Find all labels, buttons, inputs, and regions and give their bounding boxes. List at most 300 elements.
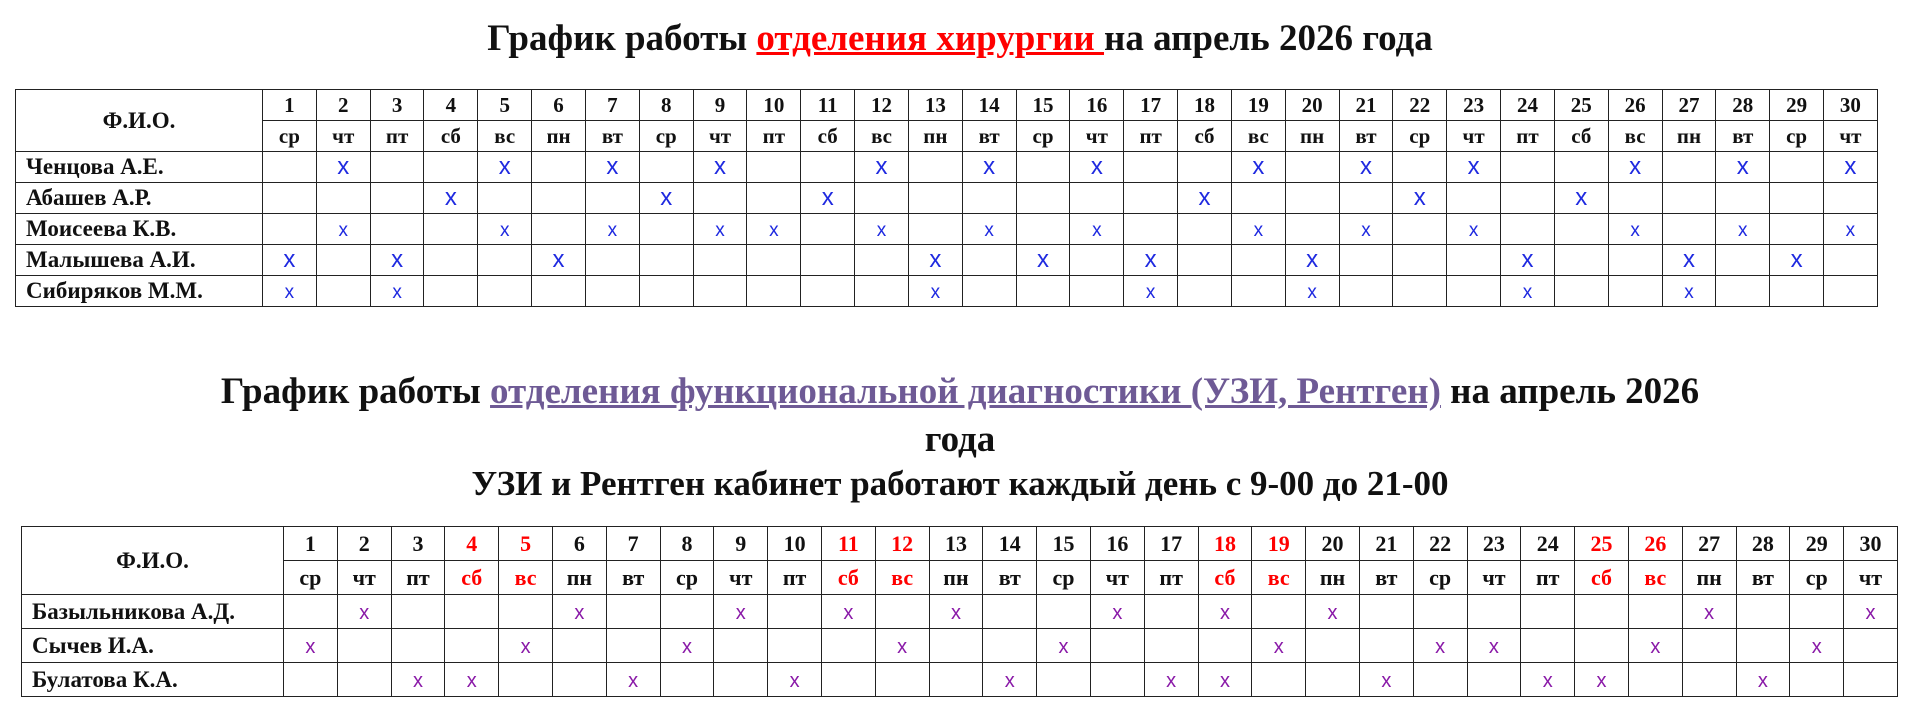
shift-mark: x bbox=[983, 153, 996, 180]
schedule-cell[interactable] bbox=[1144, 595, 1198, 629]
schedule-cell[interactable] bbox=[908, 183, 962, 214]
schedule-cell[interactable] bbox=[606, 663, 660, 697]
schedule-cell[interactable] bbox=[1178, 214, 1232, 245]
schedule-cell[interactable] bbox=[1770, 245, 1824, 276]
schedule-cell[interactable] bbox=[983, 629, 1037, 663]
schedule-cell[interactable] bbox=[1037, 629, 1091, 663]
schedule-cell[interactable] bbox=[424, 245, 478, 276]
weekday: сб bbox=[801, 121, 855, 152]
schedule-cell[interactable] bbox=[1070, 183, 1124, 214]
staff-row bbox=[22, 629, 1898, 663]
day-number: 9 bbox=[714, 527, 768, 561]
schedule-cell[interactable] bbox=[1306, 595, 1360, 629]
schedule-cell[interactable] bbox=[1393, 152, 1447, 183]
schedule-cell[interactable] bbox=[424, 152, 478, 183]
schedule-cell[interactable] bbox=[929, 629, 983, 663]
schedule-cell[interactable] bbox=[478, 245, 532, 276]
schedule-cell[interactable] bbox=[532, 152, 586, 183]
schedule-cell[interactable] bbox=[1178, 183, 1232, 214]
schedule-cell[interactable] bbox=[908, 214, 962, 245]
schedule-cell[interactable] bbox=[532, 214, 586, 245]
shift-mark: x bbox=[606, 153, 619, 180]
schedule-cell[interactable] bbox=[1824, 183, 1878, 214]
schedule-cell[interactable] bbox=[1824, 152, 1878, 183]
schedule-cell[interactable] bbox=[821, 629, 875, 663]
schedule-cell[interactable] bbox=[1285, 214, 1339, 245]
shift-mark: x bbox=[628, 669, 639, 692]
schedule-cell[interactable] bbox=[1393, 214, 1447, 245]
schedule-cell[interactable] bbox=[1393, 276, 1447, 307]
schedule-cell[interactable] bbox=[1501, 276, 1555, 307]
schedule-cell[interactable] bbox=[1124, 183, 1178, 214]
schedule-cell[interactable] bbox=[1359, 595, 1413, 629]
shift-mark: x bbox=[1252, 153, 1265, 180]
schedule-cell[interactable] bbox=[855, 183, 909, 214]
day-number: 26 bbox=[1628, 527, 1682, 561]
schedule-cell[interactable] bbox=[370, 152, 424, 183]
schedule-cell[interactable] bbox=[1178, 245, 1232, 276]
schedule-cell[interactable] bbox=[908, 276, 962, 307]
schedule-cell[interactable] bbox=[1339, 245, 1393, 276]
schedule-cell[interactable] bbox=[1393, 245, 1447, 276]
schedule-cell[interactable] bbox=[316, 245, 370, 276]
schedule-cell[interactable] bbox=[1070, 152, 1124, 183]
day-number: 13 bbox=[929, 527, 983, 561]
schedule-cell[interactable] bbox=[1521, 595, 1575, 629]
schedule-cell[interactable] bbox=[284, 595, 338, 629]
schedule-cell[interactable] bbox=[1824, 276, 1878, 307]
weekday: чт bbox=[1447, 121, 1501, 152]
schedule-cell[interactable] bbox=[316, 276, 370, 307]
schedule-cell[interactable] bbox=[983, 595, 1037, 629]
schedule-cell[interactable] bbox=[1554, 276, 1608, 307]
shift-mark: x bbox=[1575, 184, 1588, 211]
schedule-cell[interactable] bbox=[552, 663, 606, 697]
weekday: ср bbox=[639, 121, 693, 152]
diagnostics-department-link[interactable]: отделения функциональной диагностики (УЗИ, Рентген) bbox=[490, 371, 1441, 412]
schedule-cell[interactable] bbox=[1736, 629, 1790, 663]
schedule-cell[interactable] bbox=[316, 214, 370, 245]
schedule-cell[interactable] bbox=[1070, 214, 1124, 245]
shift-mark: x bbox=[283, 246, 296, 273]
schedule-cell[interactable] bbox=[316, 183, 370, 214]
schedule-cell[interactable] bbox=[693, 245, 747, 276]
schedule-cell[interactable] bbox=[801, 214, 855, 245]
schedule-cell[interactable] bbox=[1554, 245, 1608, 276]
schedule-cell[interactable] bbox=[747, 276, 801, 307]
schedule-cell[interactable] bbox=[747, 183, 801, 214]
shift-mark: x bbox=[1467, 153, 1480, 180]
schedule-cell[interactable] bbox=[1824, 214, 1878, 245]
schedule-cell[interactable] bbox=[1413, 595, 1467, 629]
schedule-cell[interactable] bbox=[1070, 245, 1124, 276]
schedule-cell[interactable] bbox=[1231, 183, 1285, 214]
day-number: 28 bbox=[1716, 90, 1770, 121]
day-number: 22 bbox=[1413, 527, 1467, 561]
schedule-cell[interactable] bbox=[1339, 183, 1393, 214]
schedule-cell[interactable] bbox=[606, 629, 660, 663]
day-number: 25 bbox=[1575, 527, 1629, 561]
schedule-cell[interactable] bbox=[1413, 663, 1467, 697]
schedule-cell[interactable] bbox=[1736, 663, 1790, 697]
schedule-cell[interactable] bbox=[499, 595, 553, 629]
schedule-cell[interactable] bbox=[875, 595, 929, 629]
shift-mark: x bbox=[875, 153, 888, 180]
schedule-cell[interactable] bbox=[639, 214, 693, 245]
schedule-cell[interactable] bbox=[1339, 214, 1393, 245]
schedule-cell[interactable] bbox=[1716, 214, 1770, 245]
schedule-cell[interactable] bbox=[693, 183, 747, 214]
weekday: вс bbox=[855, 121, 909, 152]
schedule-cell[interactable] bbox=[1501, 214, 1555, 245]
schedule-cell[interactable] bbox=[1608, 152, 1662, 183]
day-number: 23 bbox=[1447, 90, 1501, 121]
schedule-cell[interactable] bbox=[1144, 663, 1198, 697]
schedule-cell[interactable] bbox=[1231, 245, 1285, 276]
day-number: 30 bbox=[1844, 527, 1898, 561]
schedule-cell[interactable] bbox=[370, 183, 424, 214]
schedule-cell[interactable] bbox=[1716, 245, 1770, 276]
schedule-cell[interactable] bbox=[983, 663, 1037, 697]
schedule-cell[interactable] bbox=[337, 663, 391, 697]
schedule-cell[interactable] bbox=[929, 595, 983, 629]
weekday: сб bbox=[445, 561, 499, 595]
schedule-cell[interactable] bbox=[552, 595, 606, 629]
schedule-cell[interactable] bbox=[1178, 276, 1232, 307]
shift-mark: x bbox=[552, 246, 565, 273]
schedule-cell[interactable] bbox=[747, 245, 801, 276]
schedule-cell[interactable] bbox=[1285, 183, 1339, 214]
day-number: 29 bbox=[1790, 527, 1844, 561]
schedule-cell[interactable] bbox=[1662, 152, 1716, 183]
schedule-cell[interactable] bbox=[1016, 214, 1070, 245]
schedule-cell[interactable] bbox=[1662, 245, 1716, 276]
schedule-cell[interactable] bbox=[821, 595, 875, 629]
day-number: 25 bbox=[1554, 90, 1608, 121]
schedule-cell[interactable] bbox=[1124, 245, 1178, 276]
shift-mark: x bbox=[897, 635, 908, 658]
schedule-cell[interactable] bbox=[1790, 663, 1844, 697]
schedule-cell[interactable] bbox=[1628, 595, 1682, 629]
schedule-cell[interactable] bbox=[660, 663, 714, 697]
schedule-cell[interactable] bbox=[660, 629, 714, 663]
schedule-cell[interactable] bbox=[478, 214, 532, 245]
schedule-cell[interactable] bbox=[499, 663, 553, 697]
schedule-cell[interactable] bbox=[801, 276, 855, 307]
schedule-cell[interactable] bbox=[1608, 276, 1662, 307]
schedule-cell[interactable] bbox=[391, 663, 445, 697]
shift-mark: x bbox=[391, 246, 404, 273]
schedule-cell[interactable] bbox=[962, 214, 1016, 245]
weekday: сб bbox=[1554, 121, 1608, 152]
schedule-cell[interactable] bbox=[1306, 663, 1360, 697]
schedule-cell[interactable] bbox=[962, 152, 1016, 183]
schedule-cell[interactable] bbox=[1198, 629, 1252, 663]
shift-mark: x bbox=[1273, 635, 1284, 658]
schedule-cell[interactable] bbox=[532, 276, 586, 307]
schedule-cell[interactable] bbox=[875, 663, 929, 697]
schedule-cell[interactable] bbox=[1824, 245, 1878, 276]
schedule-cell[interactable] bbox=[370, 276, 424, 307]
shift-mark: x bbox=[1736, 153, 1749, 180]
schedule-cell[interactable] bbox=[747, 152, 801, 183]
schedule-cell[interactable] bbox=[855, 214, 909, 245]
schedule-cell[interactable] bbox=[1662, 214, 1716, 245]
schedule-cell[interactable] bbox=[1844, 629, 1898, 663]
schedule-cell[interactable] bbox=[552, 629, 606, 663]
schedule-cell[interactable] bbox=[1359, 629, 1413, 663]
schedule-cell[interactable] bbox=[1447, 152, 1501, 183]
schedule-cell[interactable] bbox=[1521, 663, 1575, 697]
schedule-cell[interactable] bbox=[1770, 276, 1824, 307]
schedule-cell[interactable] bbox=[284, 629, 338, 663]
schedule-cell[interactable] bbox=[908, 152, 962, 183]
schedule-cell[interactable] bbox=[478, 183, 532, 214]
schedule-cell[interactable] bbox=[1037, 595, 1091, 629]
schedule-cell[interactable] bbox=[263, 152, 317, 183]
schedule-cell[interactable] bbox=[1628, 663, 1682, 697]
day-number: 21 bbox=[1339, 90, 1393, 121]
schedule-cell[interactable] bbox=[263, 214, 317, 245]
staff-row bbox=[16, 183, 1878, 214]
schedule-cell[interactable] bbox=[1521, 629, 1575, 663]
schedule-cell[interactable] bbox=[1682, 629, 1736, 663]
schedule-cell[interactable] bbox=[639, 245, 693, 276]
schedule-cell[interactable] bbox=[929, 663, 983, 697]
weekday: ср bbox=[1413, 561, 1467, 595]
schedule-cell[interactable] bbox=[1575, 663, 1629, 697]
schedule-cell[interactable] bbox=[1359, 663, 1413, 697]
weekday: вт bbox=[585, 121, 639, 152]
schedule-cell[interactable] bbox=[1090, 663, 1144, 697]
schedule-cell[interactable] bbox=[316, 152, 370, 183]
schedule-cell[interactable] bbox=[263, 245, 317, 276]
schedule-cell[interactable] bbox=[585, 152, 639, 183]
schedule-cell[interactable] bbox=[1447, 245, 1501, 276]
schedule-cell[interactable] bbox=[821, 663, 875, 697]
shift-mark: x bbox=[499, 219, 510, 241]
schedule-cell[interactable] bbox=[714, 663, 768, 697]
schedule-cell[interactable] bbox=[1575, 629, 1629, 663]
schedule-cell[interactable] bbox=[1844, 663, 1898, 697]
schedule-cell[interactable] bbox=[1285, 245, 1339, 276]
schedule-cell[interactable] bbox=[1608, 214, 1662, 245]
schedule-cell[interactable] bbox=[499, 629, 553, 663]
schedule-cell[interactable] bbox=[1016, 183, 1070, 214]
schedule-cell[interactable] bbox=[1770, 214, 1824, 245]
schedule-cell[interactable] bbox=[1090, 595, 1144, 629]
staff-row bbox=[16, 214, 1878, 245]
schedule-cell[interactable] bbox=[747, 214, 801, 245]
schedule-cell[interactable] bbox=[1790, 595, 1844, 629]
schedule-cell[interactable] bbox=[532, 183, 586, 214]
schedule-cell[interactable] bbox=[1231, 152, 1285, 183]
shift-mark: x bbox=[1650, 635, 1661, 658]
schedule-cell[interactable] bbox=[1575, 595, 1629, 629]
schedule-cell[interactable] bbox=[768, 663, 822, 697]
schedule-cell[interactable] bbox=[1716, 183, 1770, 214]
weekday: пт bbox=[747, 121, 801, 152]
schedule-cell[interactable] bbox=[962, 276, 1016, 307]
schedule-cell[interactable] bbox=[1770, 152, 1824, 183]
schedule-cell[interactable] bbox=[1501, 245, 1555, 276]
schedule-cell[interactable] bbox=[585, 276, 639, 307]
schedule-cell[interactable] bbox=[714, 629, 768, 663]
schedule-cell[interactable] bbox=[263, 276, 317, 307]
schedule-cell[interactable] bbox=[1252, 629, 1306, 663]
schedule-cell[interactable] bbox=[855, 276, 909, 307]
weekday: чт bbox=[1824, 121, 1878, 152]
weekday: ср bbox=[1016, 121, 1070, 152]
schedule-cell[interactable] bbox=[1554, 214, 1608, 245]
schedule-cell[interactable] bbox=[284, 663, 338, 697]
schedule-cell[interactable] bbox=[424, 183, 478, 214]
schedule-cell[interactable] bbox=[370, 245, 424, 276]
schedule-cell[interactable] bbox=[445, 595, 499, 629]
shift-mark: x bbox=[1112, 601, 1123, 624]
schedule-cell[interactable] bbox=[532, 245, 586, 276]
schedule-cell[interactable] bbox=[1016, 152, 1070, 183]
schedule-cell[interactable] bbox=[1090, 629, 1144, 663]
schedule-cell[interactable] bbox=[801, 245, 855, 276]
schedule-cell[interactable] bbox=[1628, 629, 1682, 663]
schedule-cell[interactable] bbox=[875, 629, 929, 663]
schedule-cell[interactable] bbox=[639, 276, 693, 307]
schedule-cell[interactable] bbox=[1682, 595, 1736, 629]
schedule-cell[interactable] bbox=[1016, 276, 1070, 307]
weekday: чт bbox=[1090, 561, 1144, 595]
schedule-cell[interactable] bbox=[1413, 629, 1467, 663]
schedule-cell[interactable] bbox=[1124, 276, 1178, 307]
schedule-cell[interactable] bbox=[585, 183, 639, 214]
schedule-cell[interactable] bbox=[1467, 629, 1521, 663]
surgery-department-link[interactable]: отделения хирургии bbox=[756, 18, 1105, 59]
schedule-cell[interactable] bbox=[1501, 152, 1555, 183]
schedule-cell[interactable] bbox=[337, 629, 391, 663]
schedule-cell[interactable] bbox=[639, 183, 693, 214]
schedule-cell[interactable] bbox=[1447, 183, 1501, 214]
schedule-cell[interactable] bbox=[1198, 595, 1252, 629]
day-number: 18 bbox=[1178, 90, 1232, 121]
schedule-cell[interactable] bbox=[693, 152, 747, 183]
schedule-cell[interactable] bbox=[693, 276, 747, 307]
schedule-cell[interactable] bbox=[1554, 152, 1608, 183]
schedule-cell[interactable] bbox=[1393, 183, 1447, 214]
schedule-cell[interactable] bbox=[1231, 276, 1285, 307]
weekday: вс bbox=[1231, 121, 1285, 152]
schedule-cell[interactable] bbox=[585, 214, 639, 245]
schedule-cell[interactable] bbox=[768, 595, 822, 629]
schedule-cell[interactable] bbox=[1501, 183, 1555, 214]
schedule-cell[interactable] bbox=[424, 276, 478, 307]
schedule-cell[interactable] bbox=[1662, 276, 1716, 307]
schedule-cell[interactable] bbox=[606, 595, 660, 629]
shift-mark: x bbox=[1092, 219, 1102, 241]
schedule-cell[interactable] bbox=[1554, 183, 1608, 214]
schedule-cell[interactable] bbox=[391, 595, 445, 629]
schedule-cell[interactable] bbox=[445, 629, 499, 663]
schedule-cell[interactable] bbox=[1070, 276, 1124, 307]
weekday: сб bbox=[821, 561, 875, 595]
schedule-cell[interactable] bbox=[1736, 595, 1790, 629]
day-number: 23 bbox=[1467, 527, 1521, 561]
schedule-cell[interactable] bbox=[1124, 152, 1178, 183]
schedule-cell[interactable] bbox=[801, 152, 855, 183]
schedule-cell[interactable] bbox=[585, 245, 639, 276]
shift-mark: x bbox=[412, 669, 423, 692]
schedule-cell[interactable] bbox=[693, 214, 747, 245]
schedule-cell[interactable] bbox=[639, 152, 693, 183]
schedule-cell[interactable] bbox=[1716, 276, 1770, 307]
weekday: сб bbox=[1198, 561, 1252, 595]
schedule-cell[interactable] bbox=[1447, 214, 1501, 245]
schedule-cell[interactable] bbox=[1467, 663, 1521, 697]
shift-mark: x bbox=[1219, 669, 1230, 692]
schedule-cell[interactable] bbox=[478, 152, 532, 183]
schedule-cell[interactable] bbox=[1790, 629, 1844, 663]
schedule-cell[interactable] bbox=[1016, 245, 1070, 276]
schedule-cell[interactable] bbox=[1144, 629, 1198, 663]
schedule-cell[interactable] bbox=[962, 183, 1016, 214]
schedule-cell[interactable] bbox=[1252, 595, 1306, 629]
schedule-cell[interactable] bbox=[263, 183, 317, 214]
schedule-cell[interactable] bbox=[1467, 595, 1521, 629]
schedule-cell[interactable] bbox=[1662, 183, 1716, 214]
schedule-cell[interactable] bbox=[1770, 183, 1824, 214]
schedule-cell[interactable] bbox=[1252, 663, 1306, 697]
schedule-cell[interactable] bbox=[1608, 245, 1662, 276]
schedule-cell[interactable] bbox=[1037, 663, 1091, 697]
schedule-cell[interactable] bbox=[337, 595, 391, 629]
schedule-cell[interactable] bbox=[962, 245, 1016, 276]
schedule-cell[interactable] bbox=[370, 214, 424, 245]
day-number: 7 bbox=[585, 90, 639, 121]
schedule-cell[interactable] bbox=[1339, 276, 1393, 307]
schedule-cell[interactable] bbox=[1178, 152, 1232, 183]
schedule-cell[interactable] bbox=[1198, 663, 1252, 697]
schedule-cell[interactable] bbox=[855, 152, 909, 183]
schedule-cell[interactable] bbox=[478, 276, 532, 307]
schedule-cell[interactable] bbox=[1339, 152, 1393, 183]
schedule-cell[interactable] bbox=[768, 629, 822, 663]
schedule-cell[interactable] bbox=[1682, 663, 1736, 697]
schedule-cell[interactable] bbox=[908, 245, 962, 276]
title-suffix: на апрель 2026 bbox=[1440, 371, 1700, 412]
schedule-cell[interactable] bbox=[1285, 276, 1339, 307]
schedule-cell[interactable] bbox=[1306, 629, 1360, 663]
schedule-cell[interactable] bbox=[424, 214, 478, 245]
schedule-cell[interactable] bbox=[1124, 214, 1178, 245]
staff-row bbox=[16, 245, 1878, 276]
schedule-cell[interactable] bbox=[1231, 214, 1285, 245]
schedule-cell[interactable] bbox=[714, 595, 768, 629]
schedule-cell[interactable] bbox=[801, 183, 855, 214]
schedule-cell[interactable] bbox=[1285, 152, 1339, 183]
shift-mark: x bbox=[735, 601, 746, 624]
weekday: ср bbox=[660, 561, 714, 595]
day-number: 17 bbox=[1124, 90, 1178, 121]
day-number: 10 bbox=[768, 527, 822, 561]
schedule-cell[interactable] bbox=[1447, 276, 1501, 307]
schedule-cell[interactable] bbox=[1844, 595, 1898, 629]
schedule-cell[interactable] bbox=[855, 245, 909, 276]
schedule-cell[interactable] bbox=[1608, 183, 1662, 214]
schedule-cell[interactable] bbox=[1716, 152, 1770, 183]
schedule-cell[interactable] bbox=[391, 629, 445, 663]
schedule-cell[interactable] bbox=[660, 595, 714, 629]
shift-mark: x bbox=[715, 219, 725, 241]
schedule-cell[interactable] bbox=[445, 663, 499, 697]
